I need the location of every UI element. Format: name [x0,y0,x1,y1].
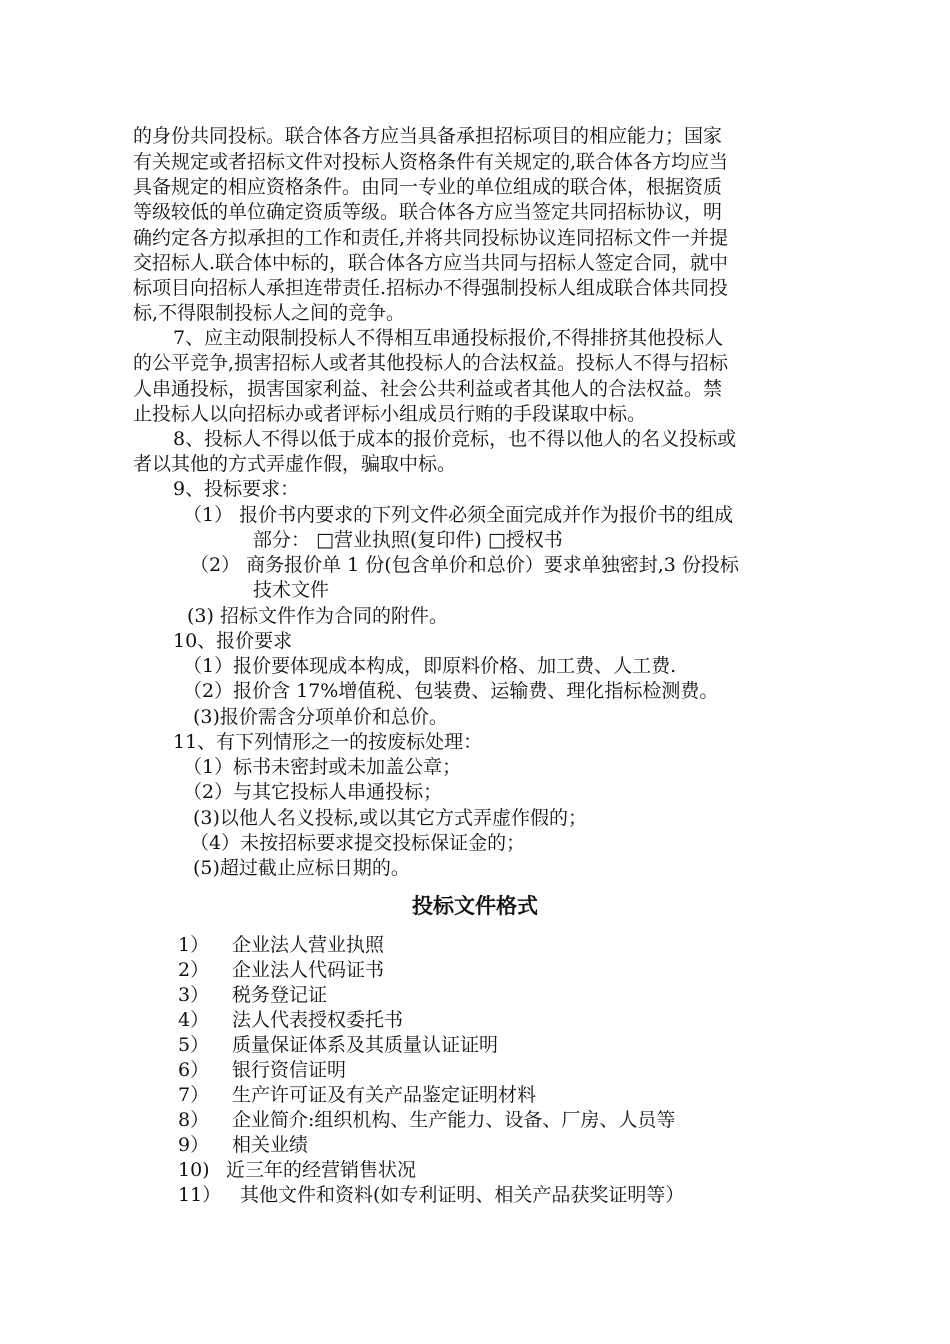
para6-line-3: 具备规定的相应资格条件。由同一专业的单位组成的联合体，根据资质 [133,176,723,198]
para6-line-4: 等级较低的单位确定资质等级。联合体各方应当签定共同招标协议，明 [133,201,723,223]
para6-line-1: 的身份共同投标。联合体各方应当具备承担招标项目的相应能力；国家 [133,125,723,147]
format-item-number: 3） [178,984,210,1006]
para10-item-2: （2）报价含 17%增值税、包装费、运输费、理化指标检测费。 [183,680,719,702]
para11-item-1: （1）标书未密封或未加盖公章； [183,756,462,778]
format-item-text: 企业法人营业执照 [232,934,385,956]
format-item-text: 近三年的经营销售状况 [226,1159,417,1181]
format-item-text: 其他文件和资料(如专利证明、相关产品获奖证明等） [240,1184,685,1206]
para11-item-3: (3)以他人名义投标,或以其它方式弄虚作假的； [193,807,587,829]
para9-item-2: （2） 商务报价单 1 份(包含单价和总价）要求单独密封,3 份投标 [190,554,739,576]
para6-line-5: 确约定各方拟承担的工作和责任,并将共同投标协议连同招标文件一并提 [133,227,729,249]
para9-item-3: (3) 招标文件作为合同的附件。 [187,605,448,627]
format-item-number: 11） [178,1184,222,1206]
format-item-text: 企业法人代码证书 [232,959,385,981]
para7-line-2: 的公平竞争,损害招标人或者其他投标人的合法权益。投标人不得与招标 [133,352,729,374]
para6-line-7: 标项目向招标人承担连带责任.招标办不得强制投标人组成联合体共同投 [133,277,729,299]
section-heading: 投标文件格式 [412,894,538,918]
para7-line-4: 止投标人以向招标办或者评标小组成员行贿的手段谋取中标。 [133,403,647,425]
format-item-text: 法人代表授权委托书 [232,1009,404,1031]
para11-title: 11、有下列情形之一的按废标处理： [173,731,483,753]
para11-item-5: (5)超过截止应标日期的。 [193,857,410,879]
para11-item-2: （2）与其它投标人串通投标； [183,781,443,803]
para8-line-2: 者以其他的方式弄虚作假，骗取中标。 [133,453,457,475]
format-item-number: 9） [178,1134,210,1156]
format-item-number: 7） [178,1084,210,1106]
para10-title: 10、报价要求 [173,630,293,652]
para8-line-1: 8、投标人不得以低于成本的报价竞标，也不得以他人的名义投标或 [173,428,737,450]
para10-item-1: （1）报价要体现成本构成，即原料价格、加工费、人工费. [183,655,677,677]
para9-item-1-cont: 部分： □营业执照(复印件) □授权书 [253,529,563,551]
format-item-text: 生产许可证及有关产品鉴定证明材料 [232,1084,537,1106]
para9-item-1: （1） 报价书内要求的下列文件必须全面完成并作为报价书的组成 [183,504,734,526]
para9-title: 9、投标要求： [173,478,300,500]
para7-line-1: 7、应主动限制投标人不得相互串通投标报价,不得排挤其他投标人 [173,327,724,349]
para10-item-3: (3)报价需含分项单价和总价。 [193,706,448,728]
para11-item-4: （4）未按招标要求提交投标保证金的； [190,832,526,854]
format-item-text: 相关业绩 [232,1134,309,1156]
format-item-text: 税务登记证 [232,984,328,1006]
format-item-number: 4） [178,1009,210,1031]
format-item-number: 10) [178,1159,210,1181]
para7-line-3: 人串通投标，损害国家利益、社会公共利益或者其他人的合法权益。禁 [133,378,723,400]
para9-item-2-cont: 技术文件 [253,579,330,601]
format-item-text: 质量保证体系及其质量认证证明 [232,1034,499,1056]
format-item-text: 企业简介:组织机构、生产能力、设备、厂房、人员等 [232,1109,676,1131]
format-item-number: 6） [178,1059,210,1081]
para6-line-2: 有关规定或者招标文件对投标人资格条件有关规定的,联合体各方均应当 [133,151,729,173]
format-item-number: 2） [178,959,210,981]
para6-line-6: 交招标人.联合体中标的，联合体各方应当共同与招标人签定合同，就中 [133,252,729,274]
para6-line-8: 标,不得限制投标人之间的竞争。 [133,302,406,324]
format-item-number: 1） [178,934,210,956]
format-item-number: 5） [178,1034,210,1056]
format-item-number: 8） [178,1109,210,1131]
format-item-text: 银行资信证明 [232,1059,347,1081]
